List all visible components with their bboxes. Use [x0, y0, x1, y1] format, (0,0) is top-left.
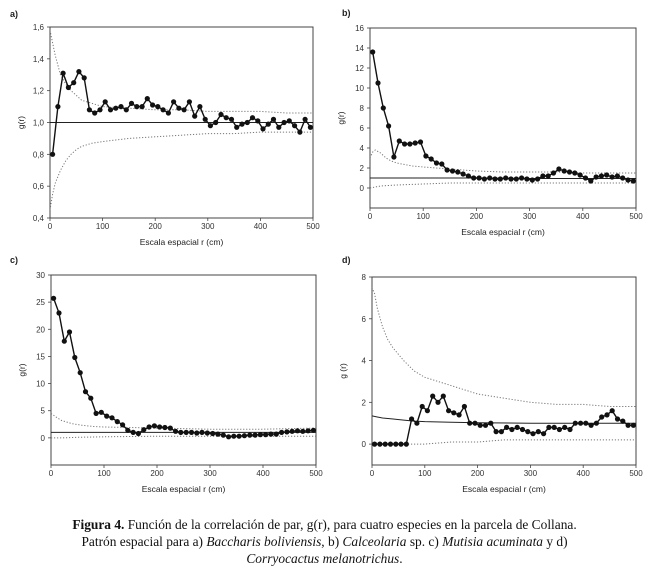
observed-point [381, 105, 386, 110]
observed-point [477, 175, 482, 180]
observed-point [492, 176, 497, 181]
observed-point [546, 173, 551, 178]
observed-point [494, 429, 499, 434]
plot-area [370, 52, 636, 188]
observed-point [631, 423, 636, 428]
observed-point [508, 176, 513, 181]
observed-point [388, 442, 393, 447]
y-tick-label: 4 [359, 144, 364, 153]
observed-point [514, 176, 519, 181]
observed-point [67, 329, 72, 334]
observed-point [274, 432, 279, 437]
x-tick-label: 300 [522, 212, 537, 221]
x-tick-label: 200 [148, 222, 162, 231]
observed-point [536, 429, 541, 434]
y-tick-label: 15 [36, 352, 45, 362]
observed-point [182, 107, 187, 112]
observed-line [54, 298, 314, 437]
observed-point [94, 411, 99, 416]
y-tick-label: 0 [361, 440, 366, 450]
y-axis-label: g(r) [336, 111, 346, 125]
observed-point [391, 154, 396, 159]
observed-point [402, 141, 407, 146]
y-tick-label: 5 [40, 406, 45, 416]
observed-point [504, 425, 509, 430]
observed-line [373, 52, 634, 181]
x-tick-label: 100 [416, 212, 430, 221]
observed-point [626, 423, 631, 428]
observed-point [445, 167, 450, 172]
observed-point [578, 421, 583, 426]
observed-point [141, 427, 146, 432]
observed-point [208, 123, 213, 128]
observed-point [620, 419, 625, 424]
observed-point [414, 421, 419, 426]
observed-point [377, 442, 382, 447]
observed-point [610, 408, 615, 413]
upper-envelope-line [51, 413, 316, 429]
observed-point [578, 172, 583, 177]
y-tick-label: 14 [355, 44, 364, 53]
x-tick-label: 300 [201, 222, 215, 231]
observed-point [83, 389, 88, 394]
caption-species-d: Corryocactus melanotrichus [246, 551, 400, 566]
y-tick-label: 20 [36, 325, 45, 335]
observed-point [260, 126, 265, 131]
x-axis-label: Escala espacial r (cm) [141, 484, 226, 494]
panel-letter: b) [342, 8, 351, 18]
observed-point [461, 171, 466, 176]
observed-point [258, 432, 263, 437]
y-tick-label: 0 [359, 184, 364, 193]
observed-point [99, 410, 104, 415]
observed-point [471, 175, 476, 180]
observed-point [113, 106, 118, 111]
observed-point [599, 173, 604, 178]
observed-point [572, 170, 577, 175]
observed-point [290, 429, 295, 434]
observed-point [92, 110, 97, 115]
observed-point [594, 174, 599, 179]
observed-point [594, 421, 599, 426]
y-tick-label: 16 [355, 24, 364, 33]
observed-point [226, 434, 231, 439]
observed-point [292, 123, 297, 128]
observed-point [178, 430, 183, 435]
observed-point [530, 177, 535, 182]
panel-letter: d) [342, 255, 351, 265]
x-tick-label: 200 [469, 212, 484, 221]
observed-point [87, 107, 92, 112]
x-tick-label: 0 [369, 469, 375, 478]
observed-point [472, 421, 477, 426]
observed-point [397, 138, 402, 143]
observed-point [210, 431, 215, 436]
observed-point [221, 433, 226, 438]
observed-point [171, 99, 176, 104]
observed-point [295, 428, 300, 433]
observed-point [166, 110, 171, 115]
y-tick-label: 1,4 [32, 54, 44, 64]
observed-point [287, 118, 292, 123]
observed-point [383, 442, 388, 447]
observed-point [155, 104, 160, 109]
x-tick-label: 200 [470, 469, 485, 478]
y-tick-label: 2 [361, 398, 366, 408]
observed-point [76, 69, 81, 74]
observed-point [540, 173, 545, 178]
observed-point [615, 416, 620, 421]
observed-point [535, 176, 540, 181]
observed-point [386, 123, 391, 128]
observed-point [455, 169, 460, 174]
y-tick-label: 10 [36, 379, 45, 389]
observed-point [266, 122, 271, 127]
y-tick-label: 25 [36, 298, 45, 308]
observed-point [482, 176, 487, 181]
observed-point [118, 104, 123, 109]
y-tick-label: 30 [36, 271, 45, 280]
observed-point [525, 429, 530, 434]
caption-text-6: . [399, 551, 403, 566]
x-tick-label: 0 [367, 212, 373, 221]
x-tick-label: 500 [629, 469, 643, 478]
y-tick-label: 1,6 [32, 23, 44, 32]
observed-point [203, 117, 208, 122]
observed-point [519, 175, 524, 180]
x-tick-label: 400 [576, 469, 590, 478]
caption-text-2: Patrón espacial para a) [81, 534, 207, 549]
observed-point [140, 104, 145, 109]
observed-point [197, 104, 202, 109]
observed-point [279, 430, 284, 435]
upper-envelope-line [372, 287, 636, 406]
y-tick-label: 0,4 [32, 214, 44, 223]
observed-point [435, 400, 440, 405]
x-tick-label: 500 [306, 222, 320, 231]
observed-point [466, 173, 471, 178]
observed-point [150, 102, 155, 107]
observed-point [66, 85, 71, 90]
observed-point [604, 412, 609, 417]
observed-point [161, 107, 166, 112]
observed-point [103, 99, 108, 104]
plot-frame [370, 28, 636, 208]
caption-label: Figura 4. [72, 517, 125, 532]
observed-point [131, 430, 136, 435]
x-tick-label: 300 [203, 469, 217, 478]
observed-point [134, 104, 139, 109]
observed-point [583, 421, 588, 426]
chart-panel-2 [336, 8, 643, 237]
observed-point [157, 424, 162, 429]
observed-point [124, 107, 129, 112]
plot-frame [372, 277, 636, 465]
x-tick-label: 200 [150, 469, 164, 478]
observed-point [451, 410, 456, 415]
observed-point [173, 429, 178, 434]
observed-point [488, 421, 493, 426]
observed-point [311, 428, 316, 433]
caption-text-4: sp. c) [406, 534, 443, 549]
observed-point [429, 156, 434, 161]
observed-point [413, 140, 418, 145]
observed-point [541, 431, 546, 436]
observed-point [615, 173, 620, 178]
y-tick-label: 1,0 [32, 118, 44, 128]
observed-point [425, 408, 430, 413]
observed-point [120, 422, 125, 427]
y-tick-label: 6 [359, 124, 364, 133]
observed-point [104, 414, 109, 419]
caption-text-5: y d) [542, 534, 568, 549]
observed-point [556, 166, 561, 171]
observed-point [205, 430, 210, 435]
y-tick-label: 4 [361, 356, 366, 366]
y-axis-label: g (r) [338, 363, 348, 379]
x-axis-label: Escala espacial r (cm) [139, 237, 224, 247]
observed-point [71, 80, 76, 85]
observed-point [194, 430, 199, 435]
observed-point [370, 49, 375, 54]
observed-point [297, 130, 302, 135]
observed-point [446, 408, 451, 413]
observed-point [398, 442, 403, 447]
upper-envelope-line [370, 150, 636, 173]
observed-point [303, 117, 308, 122]
panel-letter: c) [10, 255, 19, 265]
x-tick-label: 300 [523, 469, 538, 478]
lower-envelope-line [370, 183, 636, 188]
observed-point [136, 431, 141, 436]
y-axis-label: g(r) [17, 363, 27, 377]
x-tick-label: 100 [95, 222, 110, 231]
x-tick-label: 400 [253, 222, 268, 231]
observed-point [97, 107, 102, 112]
observed-point [199, 430, 204, 435]
observed-point [115, 419, 120, 424]
observed-point [478, 423, 483, 428]
observed-point [253, 433, 258, 438]
caption-species-a: Baccharis boliviensis [206, 534, 322, 549]
observed-point [573, 421, 578, 426]
observed-point [276, 125, 281, 130]
upper-envelope-line [50, 30, 313, 113]
y-tick-label: 2 [359, 164, 364, 173]
y-tick-label: 0,6 [32, 182, 44, 192]
x-tick-label: 100 [97, 469, 111, 478]
observed-point [237, 434, 242, 439]
observed-point [498, 176, 503, 181]
observed-point [109, 415, 114, 420]
observed-point [50, 152, 55, 157]
observed-point [82, 75, 87, 80]
observed-point [218, 112, 223, 117]
observed-point [423, 153, 428, 158]
observed-point [393, 442, 398, 447]
observed-point [213, 120, 218, 125]
observed-point [61, 71, 66, 76]
x-tick-label: 500 [629, 212, 643, 221]
observed-point [88, 396, 93, 401]
observed-point [147, 424, 152, 429]
observed-point [589, 423, 594, 428]
observed-point [242, 433, 247, 438]
lower-envelope-line [372, 440, 636, 444]
observed-point [483, 423, 488, 428]
observed-point [239, 122, 244, 127]
observed-point [187, 99, 192, 104]
observed-point [72, 355, 77, 360]
observed-point [78, 370, 83, 375]
observed-point [551, 170, 556, 175]
observed-point [409, 416, 414, 421]
x-axis-label: Escala espacial r (cm) [462, 484, 546, 494]
observed-point [546, 425, 551, 430]
observed-point [189, 430, 194, 435]
observed-point [271, 117, 276, 122]
observed-point [487, 175, 492, 180]
observed-point [503, 175, 508, 180]
observed-point [552, 425, 557, 430]
observed-point [588, 178, 593, 183]
observed-point [229, 117, 234, 122]
observed-point [300, 429, 305, 434]
observed-point [583, 175, 588, 180]
observed-point [631, 178, 636, 183]
chart-panel-4 [338, 255, 643, 494]
chart-panel-3 [10, 255, 323, 494]
observed-point [610, 174, 615, 179]
observed-point [420, 404, 425, 409]
plot-area [51, 298, 316, 438]
observed-point [306, 428, 311, 433]
observed-point [515, 425, 520, 430]
caption-text-1: Función de la correlación de par, g(r), para cuatro especies en la parcela de Collana. [124, 517, 577, 532]
x-tick-label: 0 [48, 469, 54, 478]
y-tick-label: 8 [361, 273, 366, 282]
observed-point [439, 161, 444, 166]
observed-point [168, 426, 173, 431]
observed-point [234, 125, 239, 130]
observed-point [125, 428, 130, 433]
observed-point [152, 423, 157, 428]
x-tick-label: 400 [576, 212, 590, 221]
observed-point [231, 434, 236, 439]
observed-point [625, 177, 630, 182]
lower-envelope-line [50, 132, 313, 210]
y-axis-label: g(r) [16, 115, 26, 130]
observed-point [245, 120, 250, 125]
observed-point [192, 114, 197, 119]
observed-point [247, 433, 252, 438]
observed-point [162, 425, 167, 430]
observed-point [284, 429, 289, 434]
observed-point [599, 414, 604, 419]
observed-point [604, 172, 609, 177]
chart-panel-1 [10, 9, 320, 247]
observed-point [404, 442, 409, 447]
observed-point [255, 118, 260, 123]
observed-point [557, 427, 562, 432]
caption-text-3: , b) [321, 534, 343, 549]
y-tick-label: 6 [361, 314, 366, 324]
observed-point [567, 169, 572, 174]
observed-point [530, 431, 535, 436]
x-tick-label: 0 [47, 222, 53, 231]
observed-point [524, 176, 529, 181]
observed-point [55, 104, 60, 109]
observed-point [129, 101, 134, 106]
observed-point [430, 394, 435, 399]
caption-species-c: Mutisia acuminata [442, 534, 543, 549]
y-tick-label: 10 [355, 84, 364, 93]
observed-point [562, 425, 567, 430]
observed-point [250, 115, 255, 120]
observed-line [53, 72, 311, 155]
observed-point [268, 432, 273, 437]
observed-point [457, 412, 462, 417]
observed-point [567, 427, 572, 432]
observed-point [184, 430, 189, 435]
observed-point [145, 96, 150, 101]
observed-point [215, 432, 220, 437]
x-tick-label: 100 [418, 469, 432, 478]
observed-point [620, 175, 625, 180]
y-tick-label: 8 [359, 104, 364, 113]
x-tick-label: 500 [309, 469, 323, 478]
observed-point [509, 427, 514, 432]
observed-point [499, 429, 504, 434]
x-axis-label: Escala espacial r (cm) [461, 227, 545, 237]
observed-point [462, 404, 467, 409]
x-tick-label: 400 [256, 469, 270, 478]
observed-point [450, 168, 455, 173]
observed-point [520, 427, 525, 432]
observed-point [308, 125, 313, 130]
observed-point [224, 115, 229, 120]
observed-point [407, 141, 412, 146]
observed-point [56, 310, 61, 315]
observed-point [375, 80, 380, 85]
observed-point [562, 168, 567, 173]
panel-letter: a) [10, 9, 19, 19]
observed-point [263, 432, 268, 437]
observed-point [467, 421, 472, 426]
y-tick-label: 0 [40, 433, 45, 443]
observed-point [418, 139, 423, 144]
observed-point [282, 120, 287, 125]
observed-point [51, 296, 56, 301]
y-tick-label: 1,2 [32, 86, 44, 96]
observed-point [434, 160, 439, 165]
y-tick-label: 0,8 [32, 150, 44, 160]
observed-point [441, 394, 446, 399]
observed-point [62, 339, 67, 344]
figure-caption [0, 516, 649, 567]
y-tick-label: 12 [355, 64, 364, 73]
observed-point [108, 107, 113, 112]
observed-point [372, 442, 377, 447]
caption-species-b: Calceolaria [342, 534, 407, 549]
observed-point [176, 106, 181, 111]
